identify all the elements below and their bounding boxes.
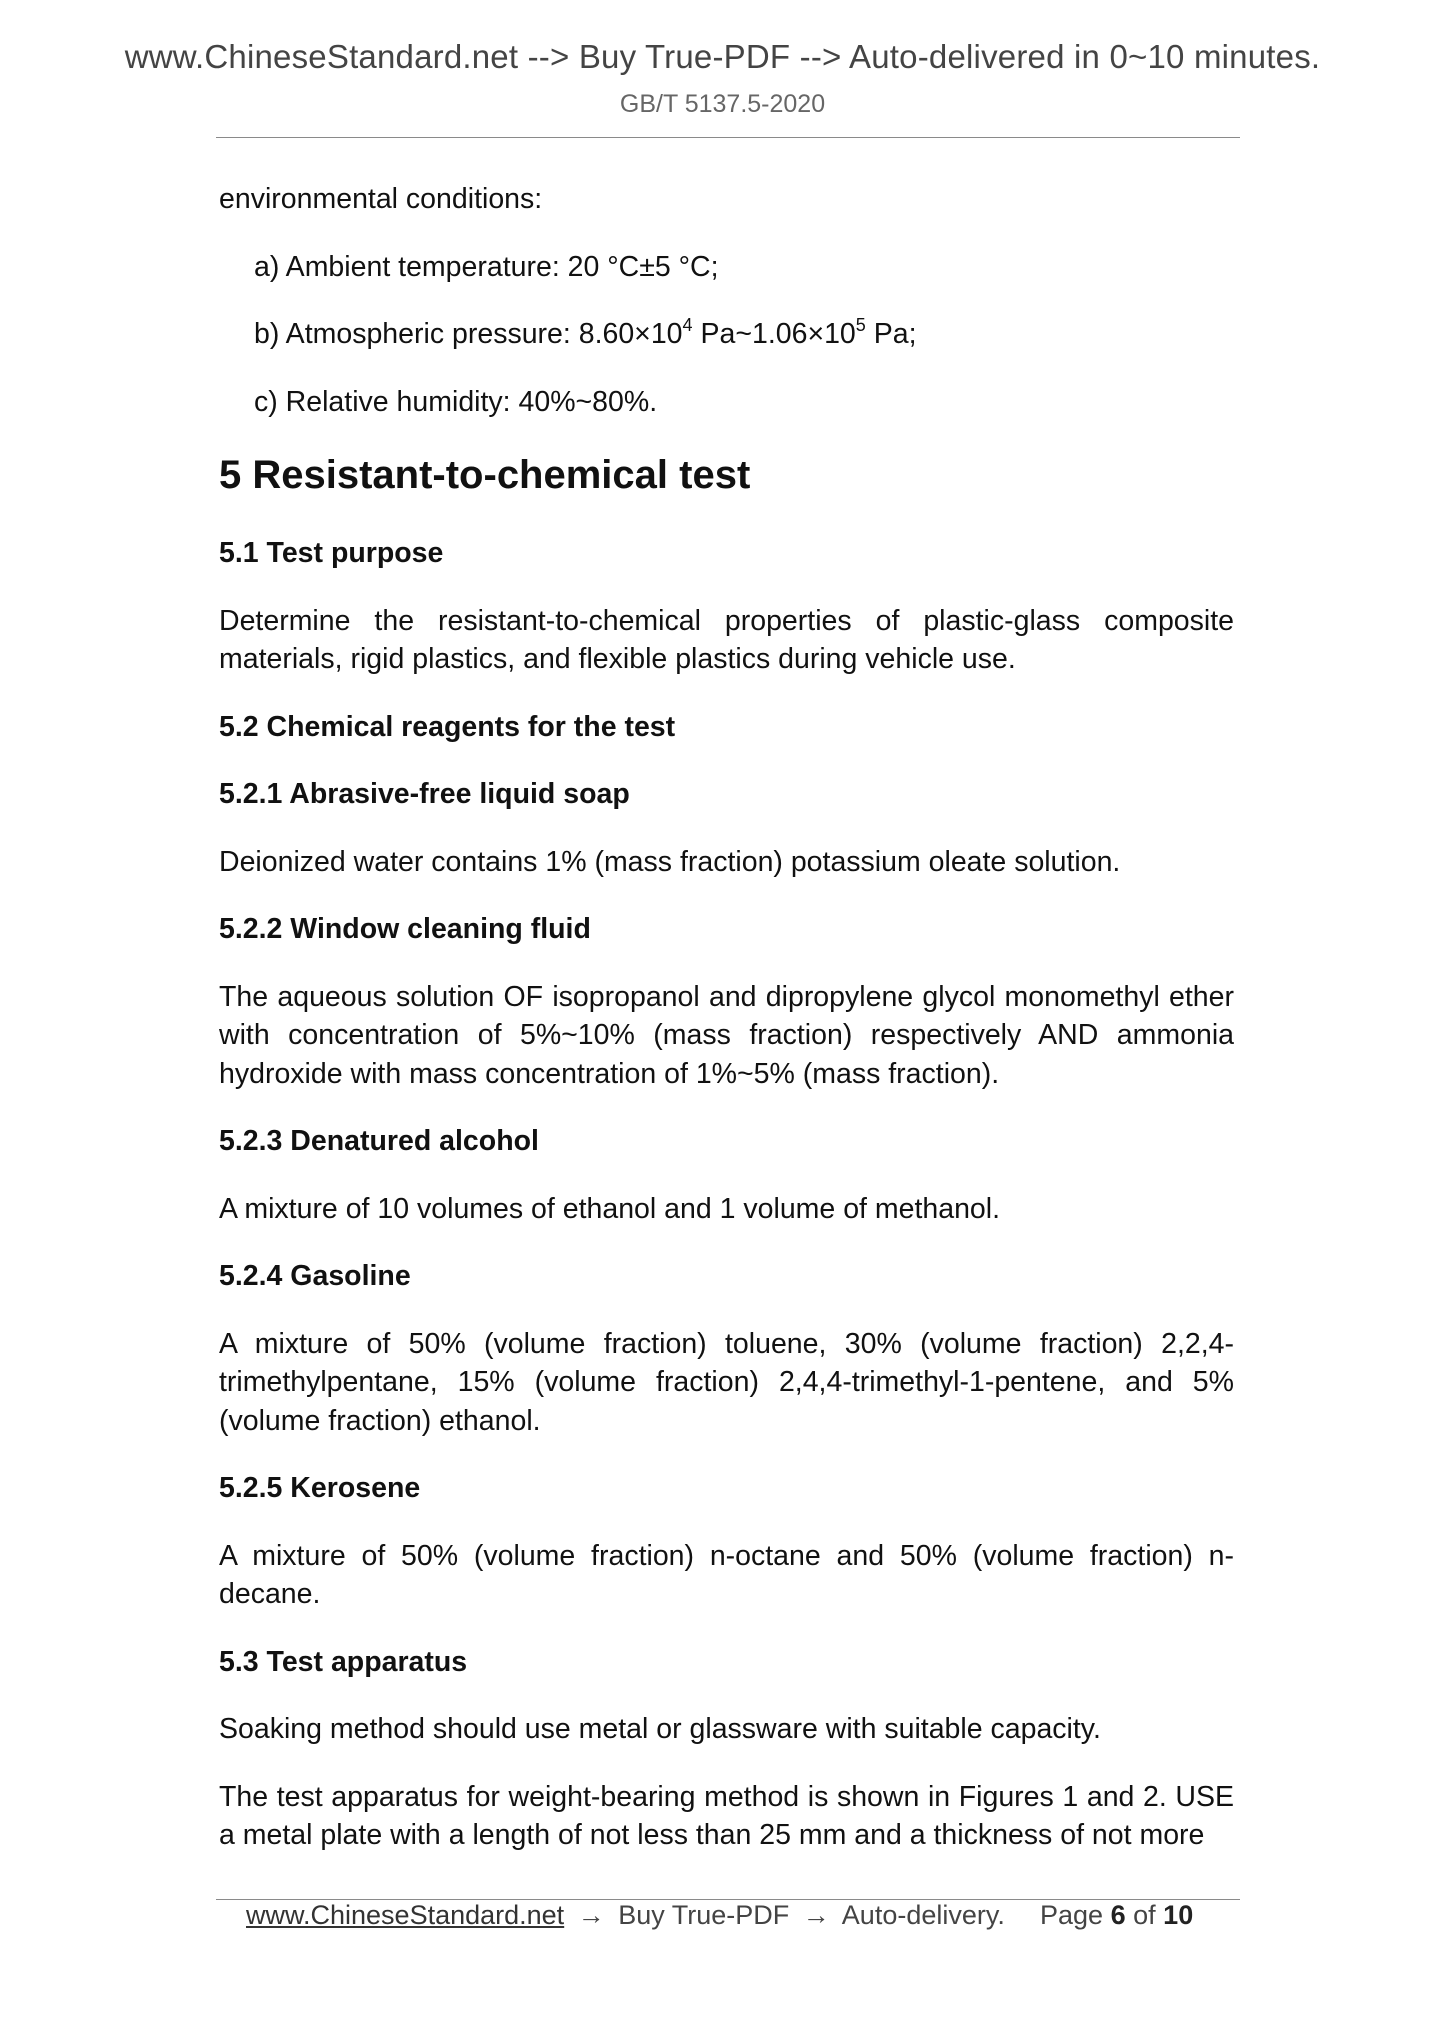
footer-promo bbox=[246, 1900, 1005, 1931]
condition-b-part1: b) Atmospheric pressure: 8.60×10 bbox=[254, 318, 683, 350]
section-5-1-text: Determine the resistant-to-chemical properties of plastic-glass composite materials, rigid plastics, and flexible plastics during vehicle use. bbox=[219, 604, 1234, 675]
page-current: 6 bbox=[1110, 1900, 1126, 1930]
section-5-2-3-text: A mixture of 10 volumes of ethanol and 1 volume of methanol. bbox=[219, 1192, 1001, 1225]
page-indicator bbox=[1040, 1900, 1193, 1931]
condition-b-part2: Pa~1.06×10 bbox=[692, 318, 856, 350]
section-5-2-4-text: A mixture of 50% (volume fraction) toluene, 30% (volume fraction) 2,2,4-trimethylpentane, 15% (volume fraction) 2,4,4-trimethyl-1-pentene, and 5% (volume fraction) ethanol. bbox=[219, 1327, 1234, 1437]
page-footer bbox=[0, 1900, 1445, 1940]
arrow-right-icon: → bbox=[577, 1900, 605, 1930]
page-word: Page bbox=[1040, 1900, 1104, 1930]
section-5-2-4-title: 5.2.4 Gasoline bbox=[219, 1260, 411, 1292]
section-5-2-1-text: Deionized water contains 1% (mass fraction) potassium oleate solution. bbox=[219, 845, 1121, 878]
condition-a: a) Ambient temperature: 20 °C±5 °C; bbox=[254, 250, 719, 283]
intro-text: environmental conditions: bbox=[219, 183, 543, 215]
section-5-3-text-1: Soaking method should use metal or glassware with suitable capacity. bbox=[219, 1713, 1101, 1745]
section-5-2-5-title: 5.2.5 Kerosene bbox=[219, 1472, 421, 1504]
standard-code: GB/T 5137.5-2020 bbox=[619, 90, 826, 118]
of-word: of bbox=[1133, 1900, 1156, 1930]
site-banner: www.ChineseStandard.net --> Buy True-PDF --> Auto-delivered in 0~10 minutes. bbox=[124, 38, 1321, 75]
section-5-2-3-title: 5.2.3 Denatured alcohol bbox=[219, 1125, 539, 1157]
section-5-title: 5 Resistant-to-chemical test bbox=[219, 453, 751, 497]
section-5-2-5-text: A mixture of 50% (volume fraction) n-octane and 50% (volume fraction) n-decane. bbox=[219, 1539, 1234, 1610]
condition-b-exponent2: 5 bbox=[855, 315, 866, 335]
section-5-3-title: 5.3 Test apparatus bbox=[219, 1645, 468, 1678]
header-divider bbox=[216, 137, 1240, 138]
page-total: 10 bbox=[1163, 1900, 1194, 1930]
arrow-right-icon: → bbox=[802, 1900, 830, 1930]
section-5-2-2-title: 5.2.2 Window cleaning fluid bbox=[219, 913, 591, 945]
footer-site-link[interactable]: www.ChineseStandard.net bbox=[246, 1900, 565, 1930]
footer-buy-text: Buy True-PDF bbox=[618, 1900, 790, 1930]
page-body bbox=[219, 180, 1234, 1884]
footer-delivery-text: Auto-delivery. bbox=[841, 1900, 1005, 1930]
condition-b-part3: Pa; bbox=[865, 318, 917, 350]
section-5-2-1-title: 5.2.1 Abrasive-free liquid soap bbox=[219, 778, 630, 810]
section-5-2-2-text: The aqueous solution OF isopropanol and dipropylene glycol monomethyl ether with concentration of 5%~10% (mass fraction) respectively AND ammonia hydroxide with mass concentration of 1%~5% (mass fraction). bbox=[219, 980, 1234, 1090]
condition-b-exponent1: 4 bbox=[682, 315, 693, 335]
condition-c: c) Relative humidity: 40%~80%. bbox=[254, 385, 658, 418]
condition-b bbox=[254, 315, 1234, 354]
section-5-3-text-2: The test apparatus for weight-bearing method is shown in Figures 1 and 2. USE a metal plate with a length of not less than 25 mm and a thickness of not more bbox=[219, 1780, 1234, 1851]
section-5-2-title: 5.2 Chemical reagents for the test bbox=[219, 710, 676, 743]
section-5-1-title: 5.1 Test purpose bbox=[219, 537, 444, 569]
